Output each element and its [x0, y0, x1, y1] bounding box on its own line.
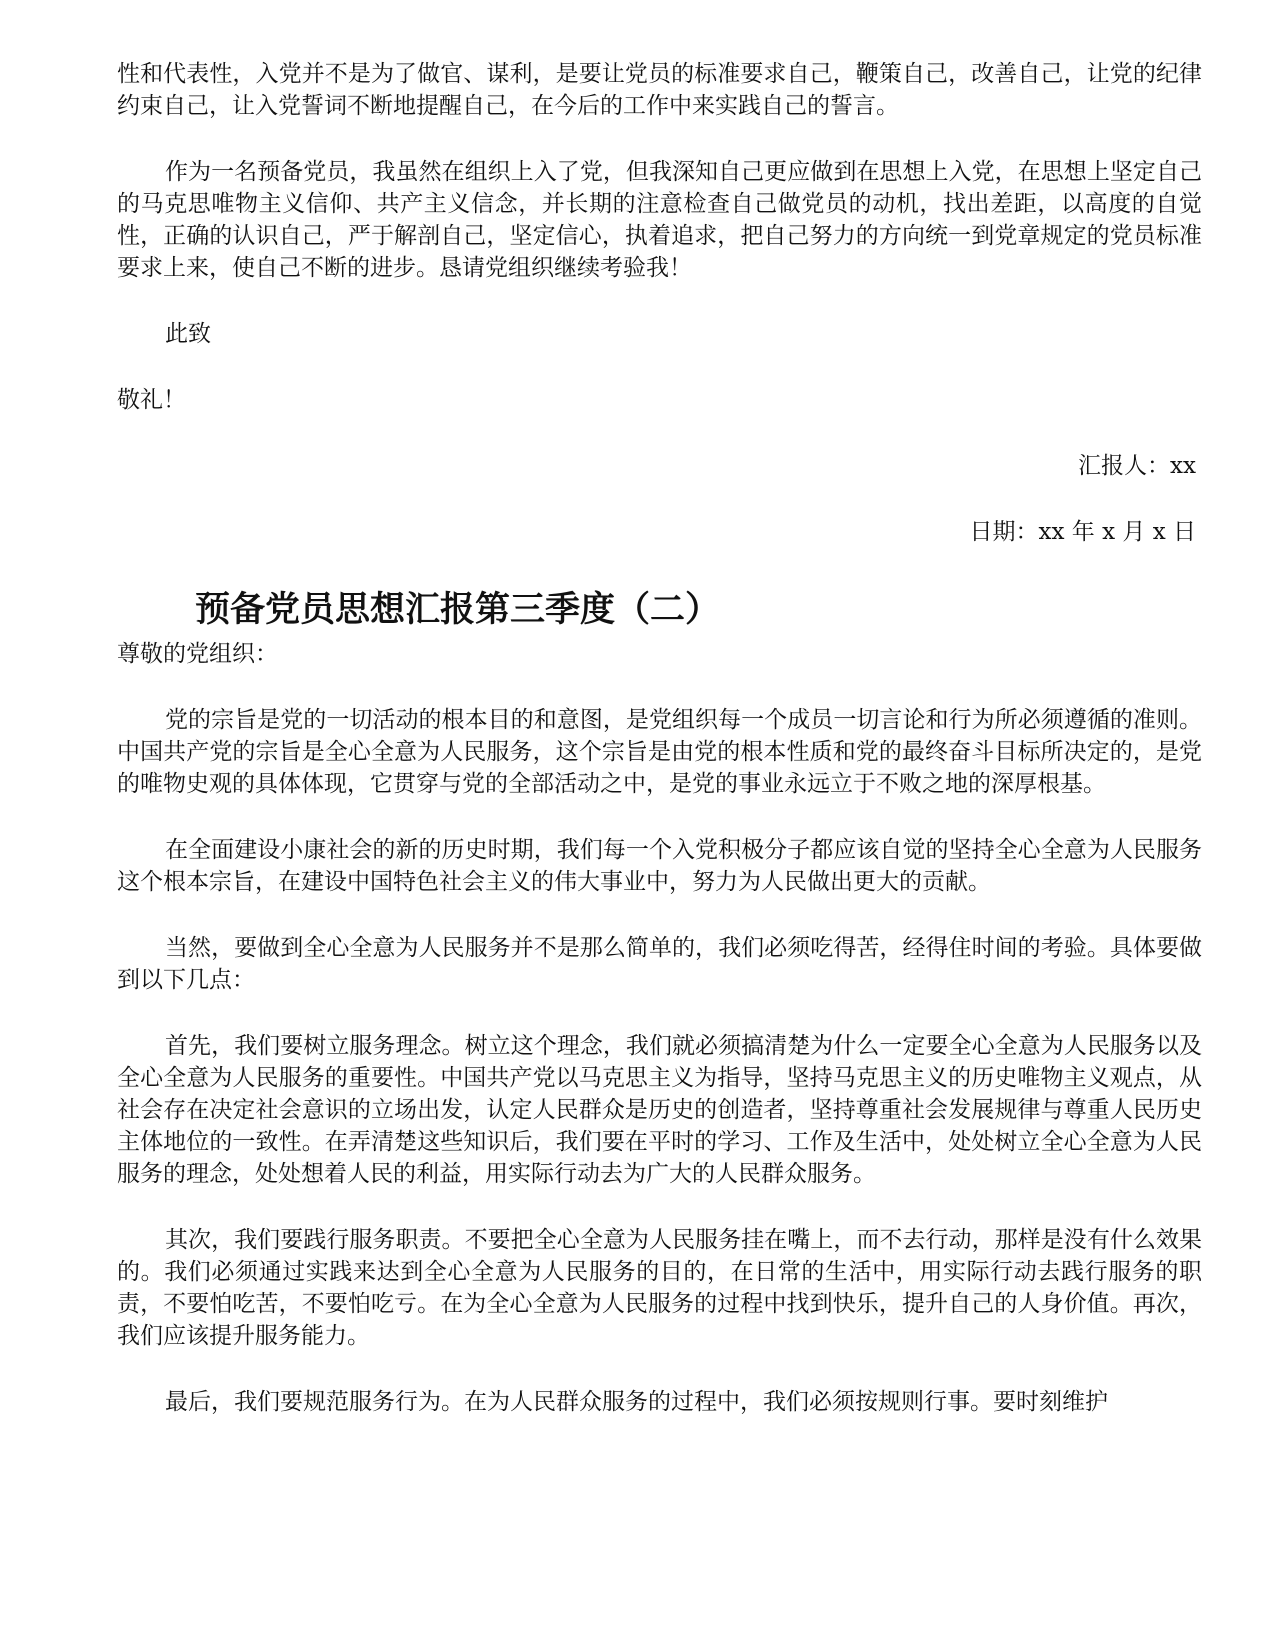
document-page: [117, 58, 1202, 1418]
salutation: 尊敬的党组织：: [117, 641, 278, 667]
body-paragraph: 在全面建设小康社会的新的历史时期，我们每一个入党积极分子都应该自觉的坚持全心全意为人民服务这个根本宗旨，在建设中国特色社会主义的伟大事业中，努力为人民做出更大的贡献。: [117, 837, 1202, 895]
closing-salute: 敬礼！: [117, 387, 186, 413]
body-paragraph: 党的宗旨是党的一切活动的根本目的和意图，是党组织每一个成员一切言论和行为所必须遵循的准则。中国共产党的宗旨是全心全意为人民服务，这个宗旨是由党的根本性质和党的最终奋斗目标所决定的，是党的唯物史观的具体体现，它贯穿与党的全部活动之中，是党的事业永远立于不败之地的深厚根基。: [117, 707, 1202, 797]
body-paragraph: 首先，我们要树立服务理念。树立这个理念，我们就必须搞清楚为什么一定要全心全意为人民服务以及全心全意为人民服务的重要性。中国共产党以马克思主义为指导，坚持马克思主义的历史唯物主义观点，从社会存在决定社会意识的立场出发，认定人民群众是历史的创造者，坚持尊重社会发展规律与尊重人民历史主体地位的一致性。在弄清楚这些知识后，我们要在平时的学习、工作及生活中，处处树立全心全意为人民服务的理念，处处想着人民的利益，用实际行动去为广大的人民群众服务。: [117, 1033, 1202, 1187]
paragraph-reserve-member: 作为一名预备党员，我虽然在组织上入了党，但我深知自己更应做到在思想上入党，在思想上坚定自己的马克思唯物主义信仰、共产主义信念，并长期的注意检查自己做党员的动机，找出差距，以高度的自觉性，正确的认识自己，严于解剖自己，坚定信心，执着追求，把自己努力的方向统一到党章规定的党员标准要求上来，使自己不断的进步。恳请党组织继续考验我！: [117, 159, 1202, 281]
body-paragraph: 其次，我们要践行服务职责。不要把全心全意为人民服务挂在嘴上，而不去行动，那样是没有什么效果的。我们必须通过实践来达到全心全意为人民服务的目的，在日常的生活中，用实际行动去践行服务的职责，不要怕吃苦，不要怕吃亏。在为全心全意为人民服务的过程中找到快乐，提升自己的人身价值。再次，我们应该提升服务能力。: [117, 1227, 1202, 1349]
section-title: 预备党员思想汇报第三季度（二）: [195, 589, 721, 630]
body-paragraph: 当然，要做到全心全意为人民服务并不是那么简单的，我们必须吃得苦，经得住时间的考验。具体要做到以下几点：: [117, 935, 1202, 993]
report-date: 日期：xx 年 x 月 x 日: [969, 519, 1196, 545]
paragraph-continuation: 性和代表性，入党并不是为了做官、谋利，是要让党员的标准要求自己，鞭策自己，改善自己，让党的纪律约束自己，让入党誓词不断地提醒自己，在今后的工作中来实践自己的誓言。: [117, 61, 1202, 119]
body-paragraph: 最后，我们要规范服务行为。在为人民群众服务的过程中，我们必须按规则行事。要时刻维护: [165, 1389, 1108, 1415]
closing-respectfully: 此致: [165, 321, 211, 347]
reporter-signature: 汇报人：xx: [1078, 453, 1196, 479]
